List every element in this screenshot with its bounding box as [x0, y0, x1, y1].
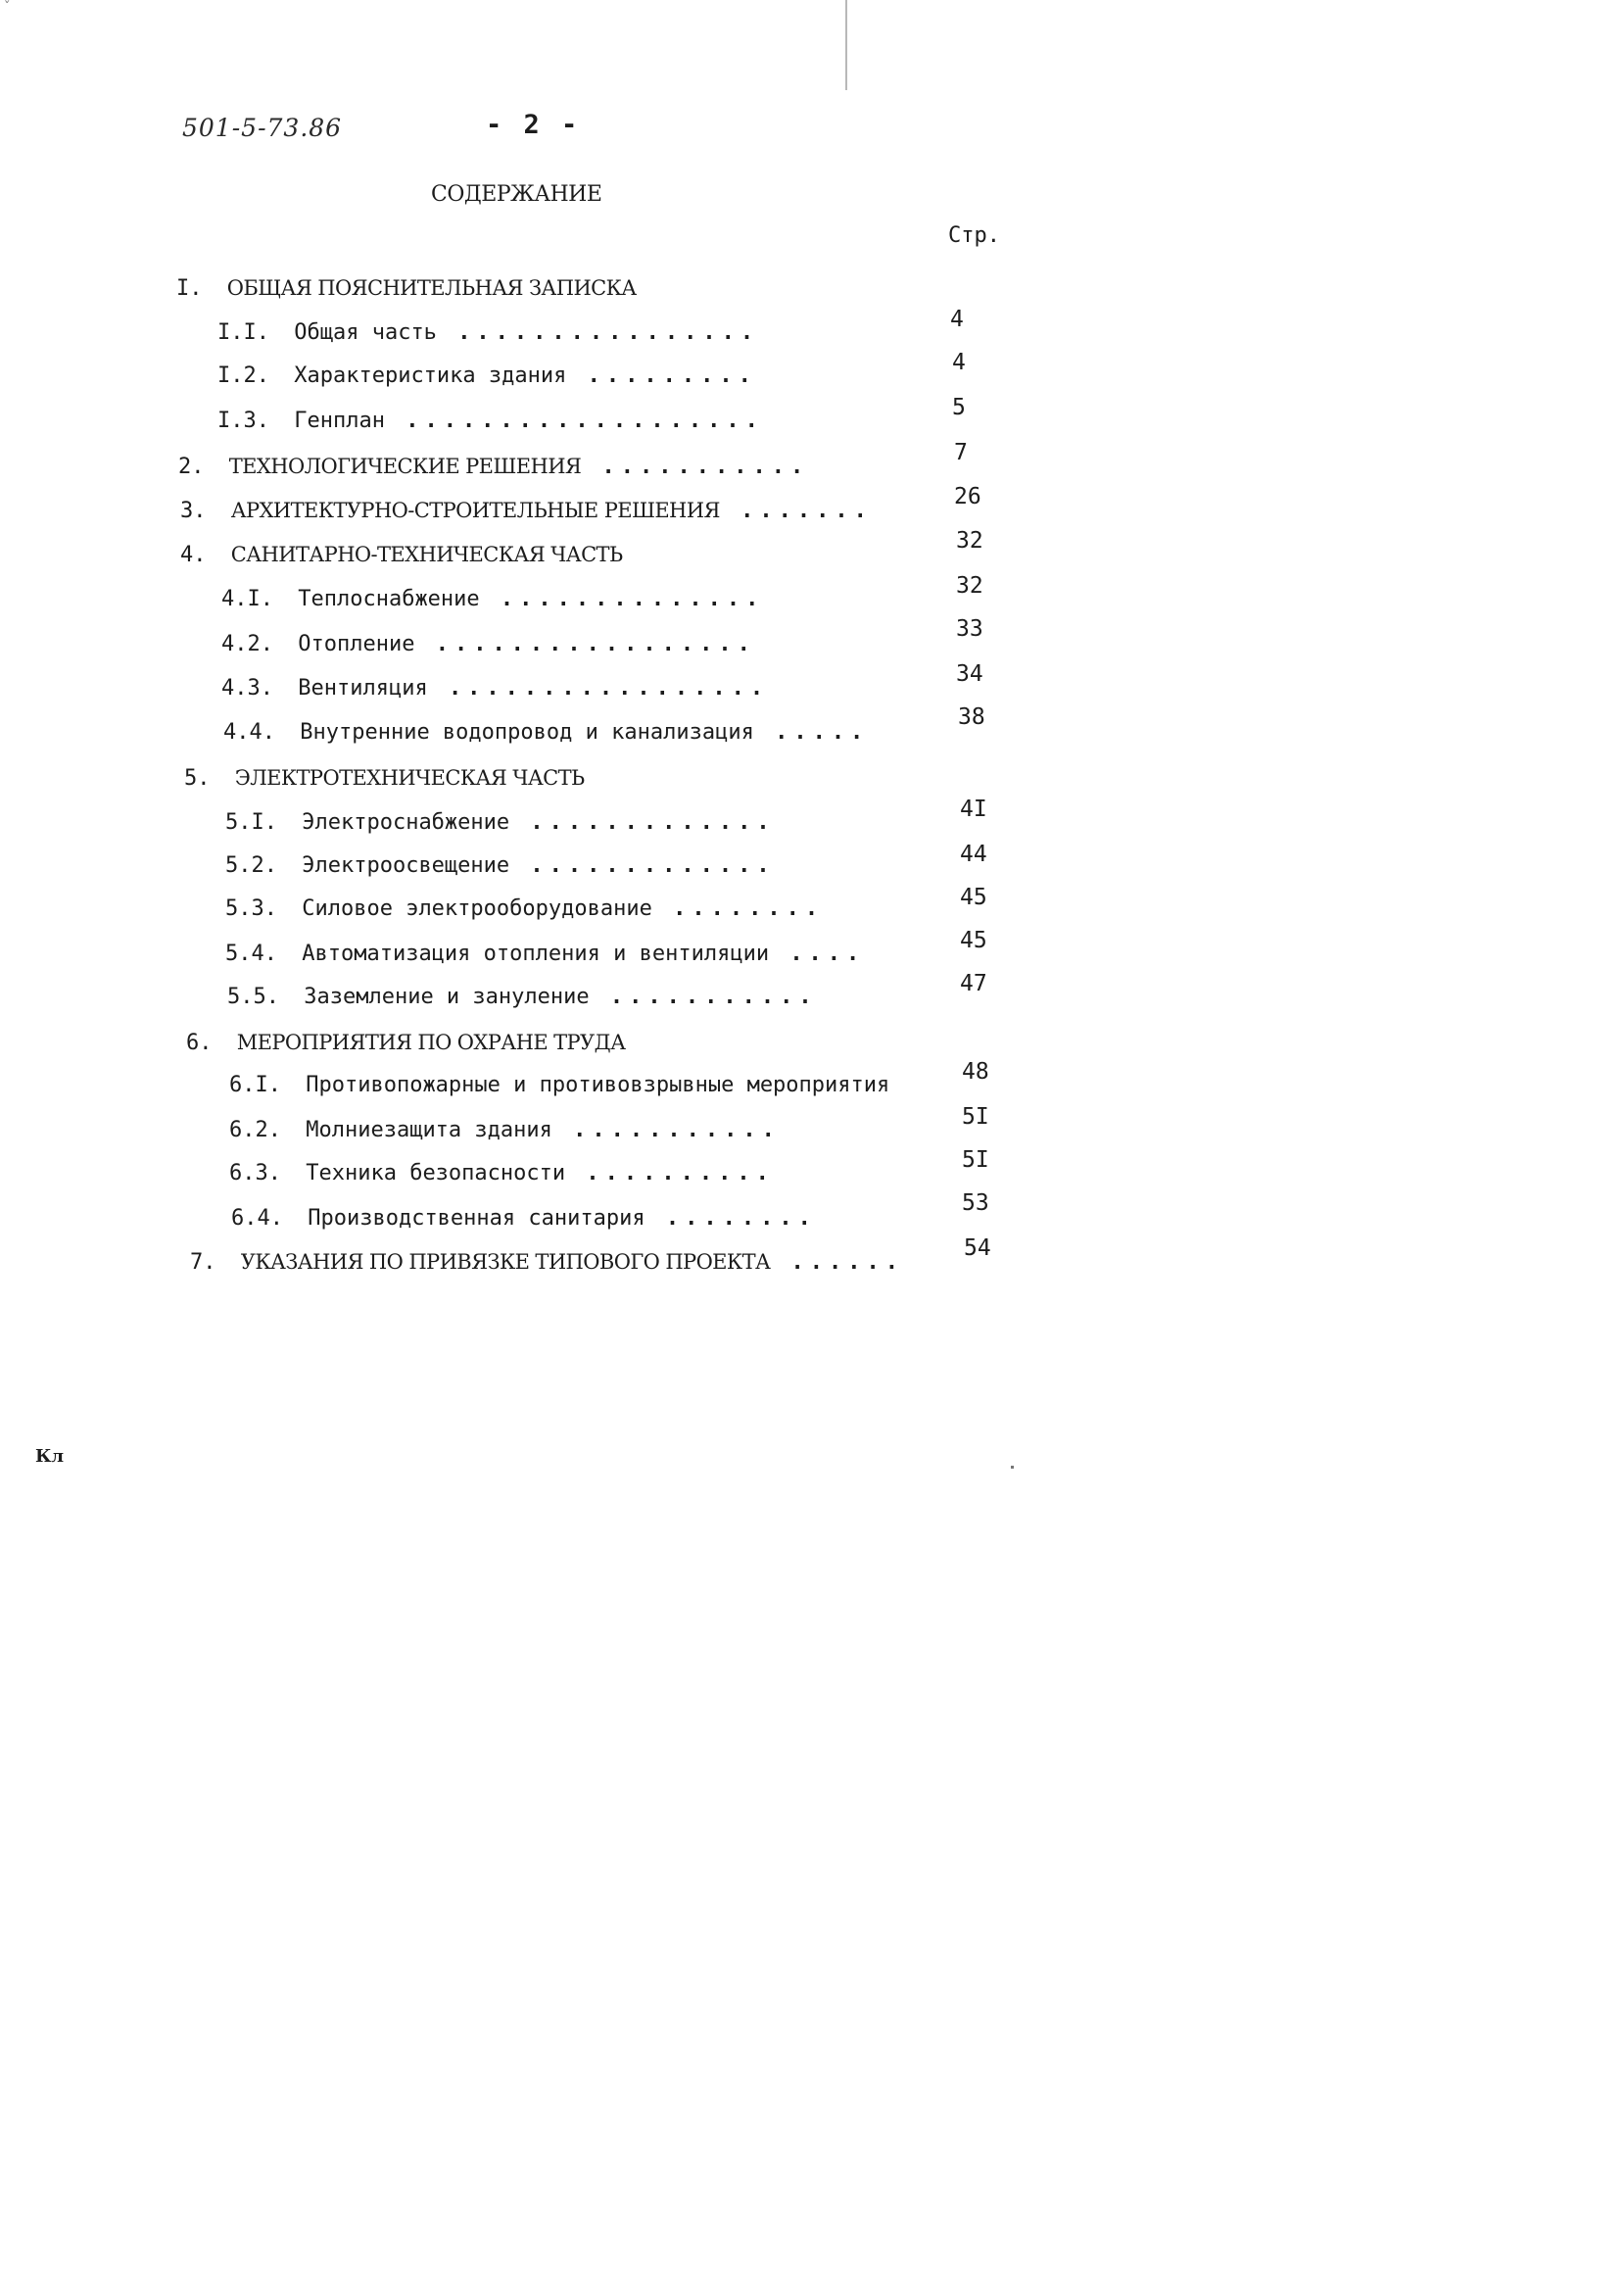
toc-label: АРХИТЕКТУРНО-СТРОИТЕЛЬНЫЕ РЕШЕНИЯ — [230, 499, 720, 522]
toc-label: ЭЛЕКТРОТЕХНИЧЕСКАЯ ЧАСТЬ — [234, 766, 585, 790]
toc-label: МЕРОПРИЯТИЯ ПО ОХРАНЕ ТРУДА — [236, 1031, 626, 1054]
page-number: - 2 - — [486, 110, 581, 140]
toc-page-number: 34 — [956, 661, 983, 687]
toc-label: УКАЗАНИЯ ПО ПРИВЯЗКЕ ТИПОВОГО ПРОЕКТА — [240, 1250, 771, 1274]
page-column-label: Стр. — [948, 223, 1000, 248]
toc-number: 5. — [184, 766, 211, 791]
toc-row — [225, 892, 824, 927]
toc-number: 5.2. — [225, 853, 277, 878]
toc-row — [229, 1068, 889, 1103]
toc-leader-dots: .............. — [500, 587, 765, 611]
toc-row — [217, 404, 764, 439]
toc-leader-dots: ........... — [573, 1118, 781, 1142]
toc-number: 7. — [190, 1250, 216, 1275]
toc-page-number: 47 — [960, 971, 987, 996]
toc-row — [229, 1113, 781, 1148]
toc-number: 6.I. — [229, 1073, 281, 1097]
toc-label: Автоматизация отопления и вентиляции — [302, 942, 770, 966]
toc-leader-dots: ......... — [587, 363, 757, 388]
document-code: 501-5-73.86 — [182, 114, 343, 142]
toc-label: Генплан — [294, 409, 385, 433]
toc-leader-dots: ................ — [457, 320, 760, 345]
toc-number: 3. — [180, 499, 207, 523]
toc-row — [223, 715, 869, 750]
toc-label: Молниезащита здания — [306, 1118, 552, 1142]
toc-leader-dots: ................... — [406, 409, 764, 433]
toc-label: Техника безопасности — [306, 1161, 566, 1185]
toc-label: Электроосвещение — [302, 853, 510, 878]
toc-page-number: 32 — [956, 573, 983, 599]
toc-section-row — [190, 1244, 904, 1280]
toc-section-row — [176, 270, 637, 306]
toc-number: I.2. — [217, 363, 269, 388]
toc-number: 6.2. — [229, 1118, 281, 1142]
toc-page-number: 45 — [960, 928, 987, 953]
toc-section-row — [186, 1025, 625, 1060]
toc-number: 4.I. — [221, 587, 273, 611]
toc-number: 6.3. — [229, 1161, 281, 1185]
footer-mark: Кл — [35, 1446, 65, 1467]
toc-section-row — [184, 760, 585, 796]
toc-label: Характеристика здания — [294, 363, 567, 388]
toc-leader-dots: ........... — [609, 985, 818, 1009]
toc-section-row — [180, 537, 623, 572]
toc-leader-dots: ........... — [601, 455, 810, 479]
toc-number: 6. — [186, 1031, 213, 1055]
toc-page-number: 33 — [956, 616, 983, 642]
document-page — [0, 0, 1112, 1560]
toc-number: 2. — [178, 455, 205, 479]
toc-leader-dots: ..... — [775, 720, 870, 745]
toc-page-number: 5 — [952, 395, 966, 420]
toc-page-number: 53 — [962, 1190, 989, 1216]
toc-label: Отопление — [298, 632, 415, 656]
toc-number: 5.I. — [225, 810, 277, 835]
toc-leader-dots: ...... — [790, 1250, 905, 1275]
toc-label: Теплоснабжение — [298, 587, 480, 611]
toc-page-number: 45 — [960, 885, 987, 910]
toc-row — [221, 627, 756, 662]
toc-row — [221, 582, 764, 617]
toc-number: 4.3. — [221, 676, 273, 701]
toc-page-number: 44 — [960, 842, 987, 867]
toc-page-number: 5I — [962, 1104, 989, 1130]
toc-label: ОБЩАЯ ПОЯСНИТЕЛЬНАЯ ЗАПИСКА — [226, 276, 637, 300]
toc-section-row — [178, 449, 809, 484]
toc-page-number: 7 — [954, 440, 968, 465]
toc-leader-dots: ............. — [530, 853, 776, 878]
toc-leader-dots: ................. — [435, 632, 756, 656]
toc-row — [227, 980, 818, 1015]
toc-label: Вентиляция — [298, 676, 428, 701]
toc-number: 5.3. — [225, 896, 277, 921]
toc-page-number: 4I — [960, 797, 987, 822]
toc-page-number: 32 — [956, 528, 983, 554]
toc-leader-dots: ........ — [673, 896, 825, 921]
toc-number: I.3. — [217, 409, 269, 433]
toc-page-number: 4 — [952, 350, 966, 375]
toc-leader-dots: ........ — [665, 1206, 817, 1231]
toc-row — [217, 315, 759, 351]
toc-label: Производственная санитария — [308, 1206, 645, 1231]
toc-page-number: 48 — [962, 1059, 989, 1085]
toc-number: I.I. — [217, 320, 269, 345]
toc-label: Внутренние водопровод и канализация — [300, 720, 754, 745]
toc-label: Общая часть — [294, 320, 437, 345]
toc-page-number: 4 — [950, 307, 964, 332]
toc-row — [225, 937, 865, 972]
scan-artifact-dot — [1011, 1466, 1014, 1469]
toc-label: Противопожарные и противовзрывные мероприятия — [306, 1073, 890, 1097]
toc-page-number: 54 — [964, 1235, 991, 1261]
page-title: СОДЕРЖАНИЕ — [431, 182, 602, 207]
toc-label: Силовое электрооборудование — [302, 896, 652, 921]
toc-row — [225, 848, 776, 884]
toc-number: 5.4. — [225, 942, 277, 966]
toc-row — [221, 671, 769, 706]
toc-number: 4.2. — [221, 632, 273, 656]
toc-leader-dots: ................. — [448, 676, 770, 701]
toc-row — [217, 359, 757, 394]
toc-label: Электроснабжение — [302, 810, 510, 835]
toc-label: Заземление и зануление — [304, 985, 590, 1009]
toc-label: ТЕХНОЛОГИЧЕСКИЕ РЕШЕНИЯ — [228, 455, 582, 478]
toc-number: 6.4. — [231, 1206, 283, 1231]
toc-number: 4. — [180, 543, 207, 567]
toc-row — [229, 1156, 775, 1191]
toc-section-row — [180, 493, 873, 528]
scan-artifact-mark: ˇ — [3, 0, 12, 16]
toc-leader-dots: .......... — [586, 1161, 775, 1185]
toc-page-number: 5I — [962, 1147, 989, 1173]
toc-number: 4.4. — [223, 720, 275, 745]
toc-leader-dots: ....... — [740, 499, 873, 523]
toc-page-number: 26 — [954, 484, 981, 509]
scan-artifact-line — [845, 0, 847, 90]
toc-leader-dots: .... — [789, 942, 866, 966]
toc-number: I. — [176, 276, 203, 301]
toc-page-number: 38 — [958, 704, 985, 730]
toc-label: САНИТАРНО-ТЕХНИЧЕСКАЯ ЧАСТЬ — [230, 543, 623, 566]
toc-number: 5.5. — [227, 985, 279, 1009]
toc-row — [225, 805, 776, 841]
toc-row — [231, 1201, 817, 1236]
toc-leader-dots: ............. — [530, 810, 776, 835]
